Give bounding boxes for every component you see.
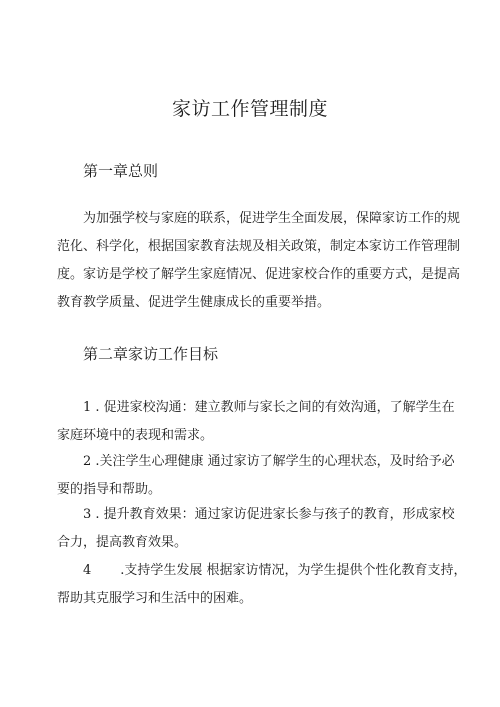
- goal-item-2: [57, 452, 455, 500]
- goal-item-line: 家庭环境中的表现和需求。: [57, 428, 214, 443]
- paragraph-line: 范化、科学化，根据国家教育法规及相关政策，制定本家访工作管理制: [57, 239, 461, 254]
- goal-item-3: [57, 505, 455, 553]
- chapter-1-heading: 第一章总则: [83, 162, 159, 180]
- goal-item-4: [57, 561, 467, 609]
- goal-item-1: [57, 398, 455, 446]
- chapter-1-paragraph: [57, 205, 461, 317]
- chapter-2-heading: 第二章家访工作目标: [83, 345, 219, 363]
- goal-item-line: 要的指导和帮助。: [57, 482, 162, 497]
- paragraph-line: 教育教学质量、促进学生健康成长的重要举措。: [57, 295, 331, 310]
- goal-item-line: 3 . 提升教育效果：通过家访促进家长参与孩子的教育，形成家校: [83, 507, 455, 522]
- goal-item-line: 4 .支持学生发展 根据家访情况，为学生提供个性化教育支持，: [83, 563, 467, 578]
- paragraph-line: 为加强学校与家庭的联系，促进学生全面发展，保障家访工作的规: [83, 211, 461, 226]
- goal-item-line: 1 . 促进家校沟通：建立教师与家长之间的有效沟通，了解学生在: [83, 400, 455, 415]
- goal-item-line: 2 .关注学生心理健康 通过家访了解学生的心理状态，及时给予必: [83, 454, 455, 469]
- paragraph-line: 度。家访是学校了解学生家庭情况、促进家校合作的重要方式，是提高: [57, 267, 461, 282]
- document-title: 家访工作管理制度: [171, 98, 328, 120]
- goal-item-line: 合力，提高教育效果。: [57, 535, 188, 550]
- goal-item-line: 帮助其克服学习和生活中的困难。: [57, 591, 253, 606]
